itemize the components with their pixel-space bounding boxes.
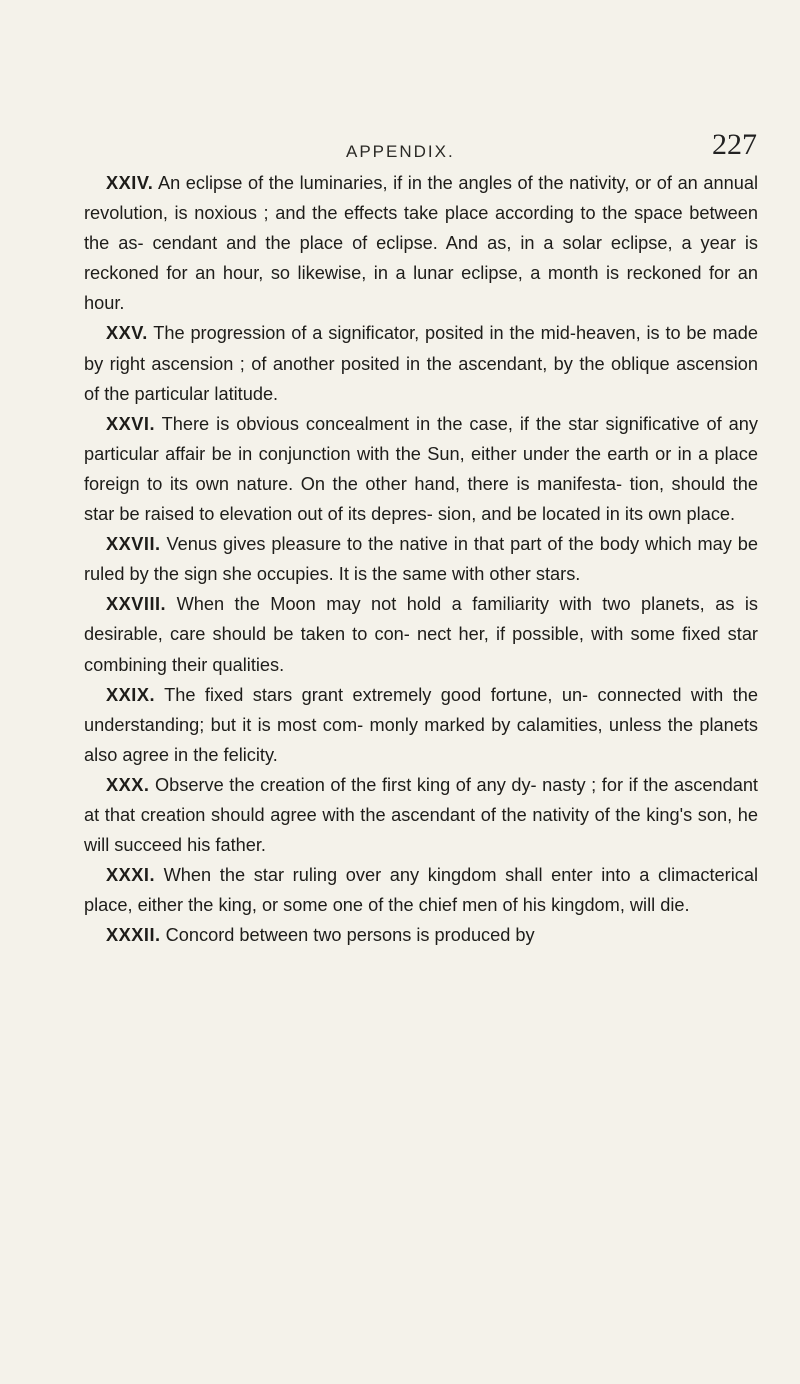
aphorism-number: XXV. [106, 323, 148, 344]
aphorism-text: The fixed stars grant extremely good fortune, un- connected with the understanding; but it is most com- monly marked by calamities, unless the planets also agree in the felicity. [84, 684, 758, 765]
aphorism-paragraph [84, 168, 758, 318]
aphorism-text: Venus gives pleasure to the native in that part of the body which may be ruled by the sign she occupies. It is the same with other stars. [84, 534, 759, 585]
aphorism-number: XXVI. [106, 413, 155, 434]
aphorism-paragraph [84, 589, 758, 679]
aphorism-paragraph [84, 680, 758, 770]
aphorism-text: Concord between two persons is produced by [165, 925, 535, 946]
aphorism-paragraph [84, 770, 758, 860]
aphorism-paragraph [84, 409, 758, 529]
aphorism-text: The progression of a significator, posited in the mid-heaven, is to be made by right ascension ; of another posited in the ascendant, by the oblique ascension of the particular latitude. [84, 323, 758, 404]
aphorism-number: XXVII. [106, 534, 161, 555]
running-head: APPENDIX. [346, 142, 455, 161]
aphorism-number: XXIV. [106, 173, 154, 193]
aphorism-paragraph [84, 529, 758, 589]
aphorism-text: An eclipse of the luminaries, if in the angles of the nativity, or of an annual revolution, is noxious ; and the effects take place according to the space between the as- cendant and the place of eclipse. And as, in a solar eclipse, a year is reckoned for an hour, so likewise, in a lunar eclipse, a month is reckoned for an hour. [84, 173, 758, 314]
aphorism-text: When the star ruling over any kingdom shall enter into a climacterical place, either the king, or some one of the chief men of his kingdom, will die. [84, 865, 758, 916]
aphorism-text: There is obvious concealment in the case, if the star significative of any particular affair be in conjunction with the Sun, either under the earth or in a place foreign to its own nature. On the other hand, there is manifesta- tion, should the star be raised to elevation out of its depres- sion, and be located in its own place. [84, 413, 758, 525]
page-number: 227 [712, 128, 757, 161]
aphorism-text: Observe the creation of the first king of any dy- nasty ; for if the ascendant at that creation should agree with the ascendant of the nativity of the king's son, he will succeed his father. [84, 774, 758, 856]
aphorism-text: When the Moon may not hold a familiarity with two planets, as is desirable, care should be taken to con- nect her, if possible, with some fixed star combining their qualities. [84, 594, 758, 675]
aphorism-number: XXIX. [106, 684, 155, 705]
aphorism-paragraph [84, 318, 758, 408]
aphorism-number: XXXII. [106, 925, 161, 946]
aphorism-number: XXX. [106, 774, 150, 795]
body-text [84, 168, 758, 950]
aphorism-number: XXVIII. [106, 594, 167, 615]
aphorism-number: XXXI. [106, 865, 155, 886]
aphorism-paragraph [84, 920, 758, 950]
aphorism-paragraph [84, 860, 758, 920]
